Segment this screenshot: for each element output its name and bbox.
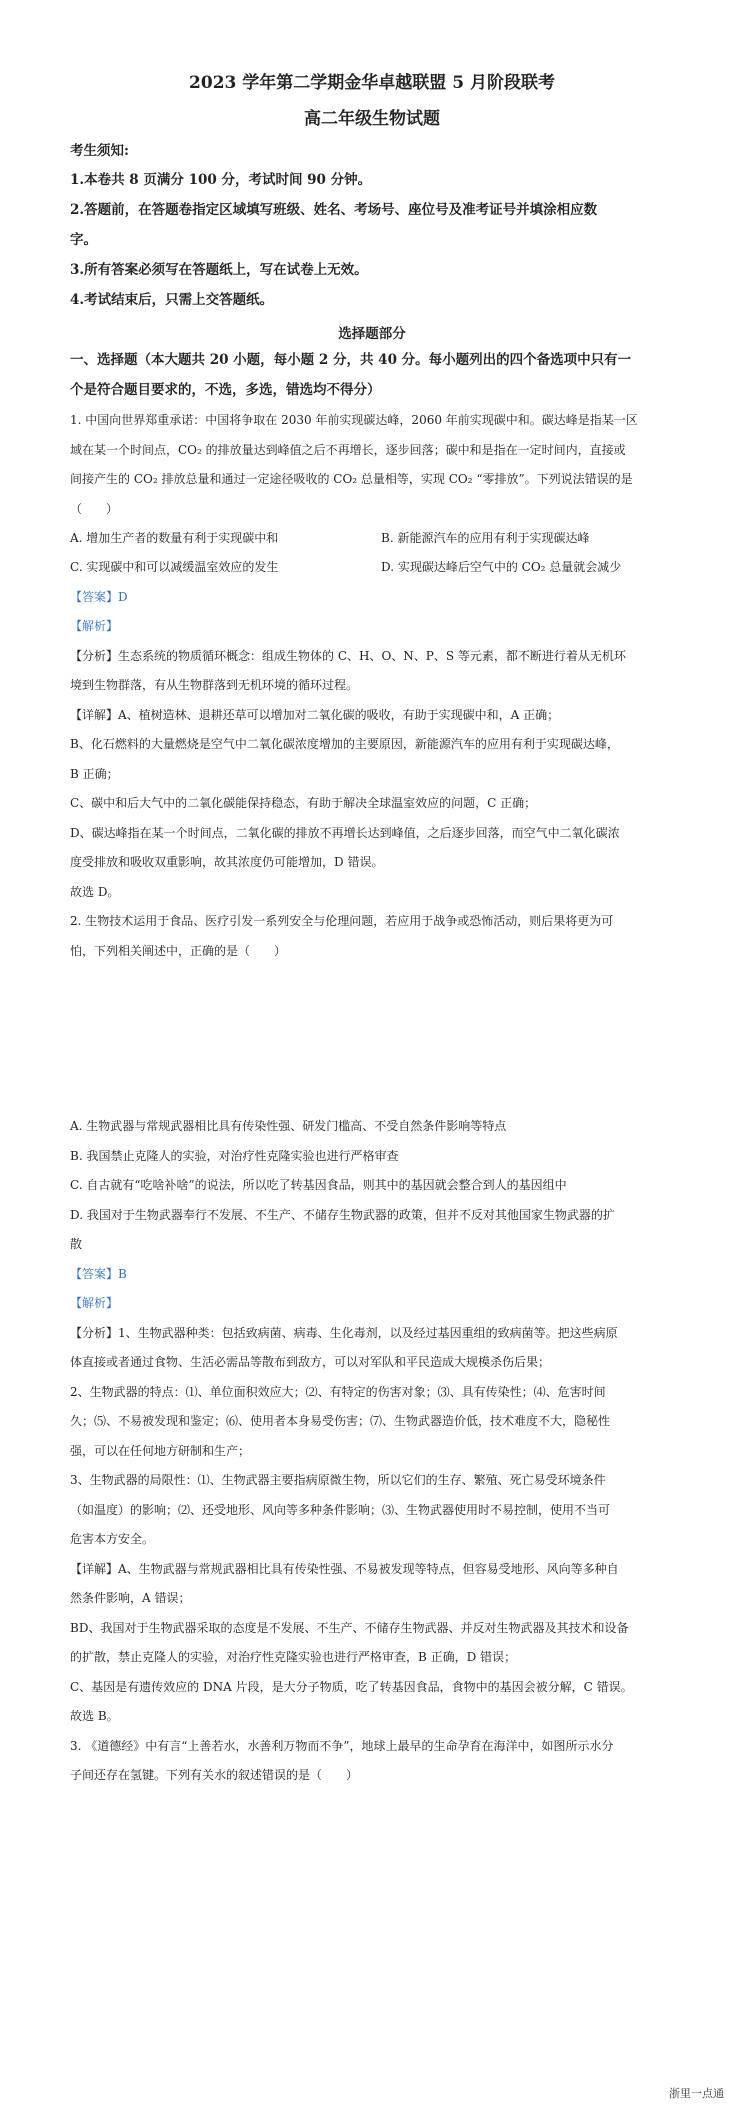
- q2-detail-line-5: C、基因是有遗传效应的 DNA 片段，是大分子物质，吃了转基因食品，食物中的基因会被分解，C 错误。: [70, 1680, 633, 1694]
- q1-answer: 【答案】D: [70, 590, 128, 604]
- q1-option-c: C. 实现碳中和可以减缓温室效应的发生: [70, 560, 279, 574]
- q2-option-d-line-2: 散: [70, 1237, 83, 1251]
- q2-analysis-line-1: 【分析】1、生物武器种类：包括致病菌、病毒、生化毒剂，以及经过基因重组的致病菌等。把这些病原: [70, 1326, 618, 1340]
- q1-analysis-line-2: 境到生物群落，有从生物群落到无机环境的循环过程。: [70, 678, 359, 692]
- q2-detail-line-2: 然条件影响，A 错误；: [70, 1591, 191, 1605]
- q3-stem-line-1: 3. 《道德经》中有言“上善若水，水善利万物而不争”，地球上最早的生命孕育在海洋中，如图所示水分: [70, 1739, 614, 1753]
- q1-option-d: D. 实现碳达峰后空气中的 CO₂ 总量就会减少: [381, 560, 622, 574]
- q1-detail-line-5: D、碳达峰指在某一个时间点，二氧化碳的排放不再增长达到峰值，之后逐步回落，而空气中二氧化碳浓: [70, 826, 620, 840]
- q2-stem-line-2: 怕，下列相关阐述中，正确的是（ ）: [70, 944, 287, 958]
- q2-detail-line-3: BD、我国对于生物武器采取的态度是不发展、不生产、不储存生物武器、并反对生物武器及其技术和设备: [70, 1621, 629, 1635]
- q2-option-a: A. 生物武器与常规武器相比具有传染性强、研发门槛高、不受自然条件影响等特点: [70, 1119, 507, 1133]
- q2-stem-line-1: 2. 生物技术运用于食品、医疗引发一系列安全与伦理问题，若应用于战争或恐怖活动，则后果将更为可: [70, 914, 614, 928]
- q1-stem-line-2: 域在某一个时间点，CO₂ 的排放量达到峰值之后不再增长，逐步回落；碳中和是指在一定时间内，直接或: [70, 443, 626, 457]
- note-2: 2.答题前，在答题卷指定区域填写班级、姓名、考场号、座位号及准考证号并填涂相应数: [70, 202, 598, 218]
- q1-jiexi-label: 【解析】: [70, 619, 119, 633]
- q1-stem-line-3: 间接产生的 CO₂ 排放总量和通过一定途径吸收的 CO₂ 总量相等，实现 CO₂ “零排放”。下列说法错误的是: [70, 472, 633, 486]
- exam-title: 2023 学年第二学期金华卓越联盟 5 月阶段联考: [189, 73, 555, 93]
- q2-detail-line-1: 【详解】A、生物武器与常规武器相比具有传染性强、不易被发现等特点，但容易受地形、风向等多种自: [70, 1562, 619, 1576]
- section-part-title: 选择题部分: [338, 326, 406, 342]
- section-heading-line-2: 个是符合题目要求的，不选，多选，错选均不得分）: [70, 382, 381, 398]
- q1-detail-line-1: 【详解】A、植树造林、退耕还草可以增加对二氧化碳的吸收，有助于实现碳中和，A 正确；: [70, 708, 560, 722]
- note-4: 4.考试结束后，只需上交答题纸。: [70, 292, 274, 308]
- footer-watermark: 浙里一点通: [669, 2087, 724, 2100]
- q2-conclusion: 故选 B。: [70, 1709, 119, 1723]
- q2-detail-line-4: 的扩散，禁止克隆人的实验，对治疗性克隆实验也进行严格审查，B 正确，D 错误；: [70, 1650, 517, 1664]
- q1-detail-line-6: 度受排放和吸收双重影响，故其浓度仍可能增加，D 错误。: [70, 855, 384, 869]
- q1-stem-line-4: （ ）: [70, 502, 119, 516]
- note-2-cont: 字。: [70, 232, 97, 248]
- q1-stem-line-1: 1. 中国向世界郑重承诺：中国将争取在 2030 年前实现碳达峰，2060 年前实现碳中和。碳达峰是指某一区: [70, 413, 638, 427]
- q3-stem-line-2: 子间还存在氢键。下列有关水的叙述错误的是（ ）: [70, 1768, 359, 1782]
- q1-option-a: A. 增加生产者的数量有利于实现碳中和: [70, 531, 279, 545]
- note-3: 3.所有答案必须写在答题纸上，写在试卷上无效。: [70, 262, 368, 278]
- q2-jiexi-label: 【解析】: [70, 1296, 119, 1310]
- q1-detail-line-3: B 正确；: [70, 767, 119, 781]
- q2-analysis-line-3: 2、生物武器的特点：⑴、单位面积效应大；⑵、有特定的伤害对象；⑶、具有传染性；⑷、危害时间: [70, 1385, 606, 1399]
- q2-analysis-line-2: 体直接或者通过食物、生活必需品等散布到敌方，可以对军队和平民造成大规模杀伤后果；: [70, 1355, 551, 1369]
- notes-heading: 考生须知:: [70, 143, 129, 159]
- q1-option-b: B. 新能源汽车的应用有利于实现碳达峰: [381, 531, 590, 545]
- q1-detail-line-4: C、碳中和后大气中的二氧化碳能保持稳态，有助于解决全球温室效应的问题，C 正确；: [70, 796, 537, 810]
- q1-conclusion: 故选 D。: [70, 885, 120, 899]
- q1-detail-line-2: B、化石燃料的大量燃烧是空气中二氧化碳浓度增加的主要原因，新能源汽车的应用有利于实现碳达峰，: [70, 737, 619, 751]
- exam-subtitle: 高二年级生物试题: [304, 109, 440, 129]
- q2-option-d-line-1: D. 我国对于生物武器奉行不发展、不生产、不储存生物武器的政策，但并不反对其他国家生物武器的扩: [70, 1208, 615, 1222]
- q2-analysis-line-4: 久；⑸、不易被发现和鉴定；⑹、使用者本身易受伤害；⑺、生物武器造价低，技术难度不大，隐秘性: [70, 1414, 611, 1428]
- q2-option-c: C. 自古就有“吃啥补啥”的说法，所以吃了转基因食品，则其中的基因就会整合到人的基因组中: [70, 1178, 567, 1192]
- q2-analysis-line-8: 危害本方安全。: [70, 1532, 155, 1546]
- q2-answer: 【答案】B: [70, 1267, 127, 1281]
- q2-analysis-line-7: （如温度）的影响；⑵、还受地形、风向等多种条件影响；⑶、生物武器使用时不易控制，使用不当可: [70, 1503, 611, 1517]
- note-1: 1.本卷共 8 页满分 100 分，考试时间 90 分钟。: [70, 172, 372, 188]
- section-heading-line-1: 一、选择题（本大题共 20 小题，每小题 2 分，共 40 分。每小题列出的四个备选项中只有一: [70, 352, 632, 368]
- q2-analysis-line-6: 3、生物武器的局限性：⑴、生物武器主要指病原微生物，所以它们的生存、繁殖、死亡易受环境条件: [70, 1473, 606, 1487]
- q1-analysis-line-1: 【分析】生态系统的物质循环概念：组成生物体的 C、H、O、N、P、S 等元素，都不断进行着从无机环: [70, 649, 626, 663]
- q2-option-b: B. 我国禁止克隆人的实验，对治疗性克隆实验也进行严格审查: [70, 1149, 399, 1163]
- q2-analysis-line-5: 强，可以在任何地方研制和生产；: [70, 1444, 251, 1458]
